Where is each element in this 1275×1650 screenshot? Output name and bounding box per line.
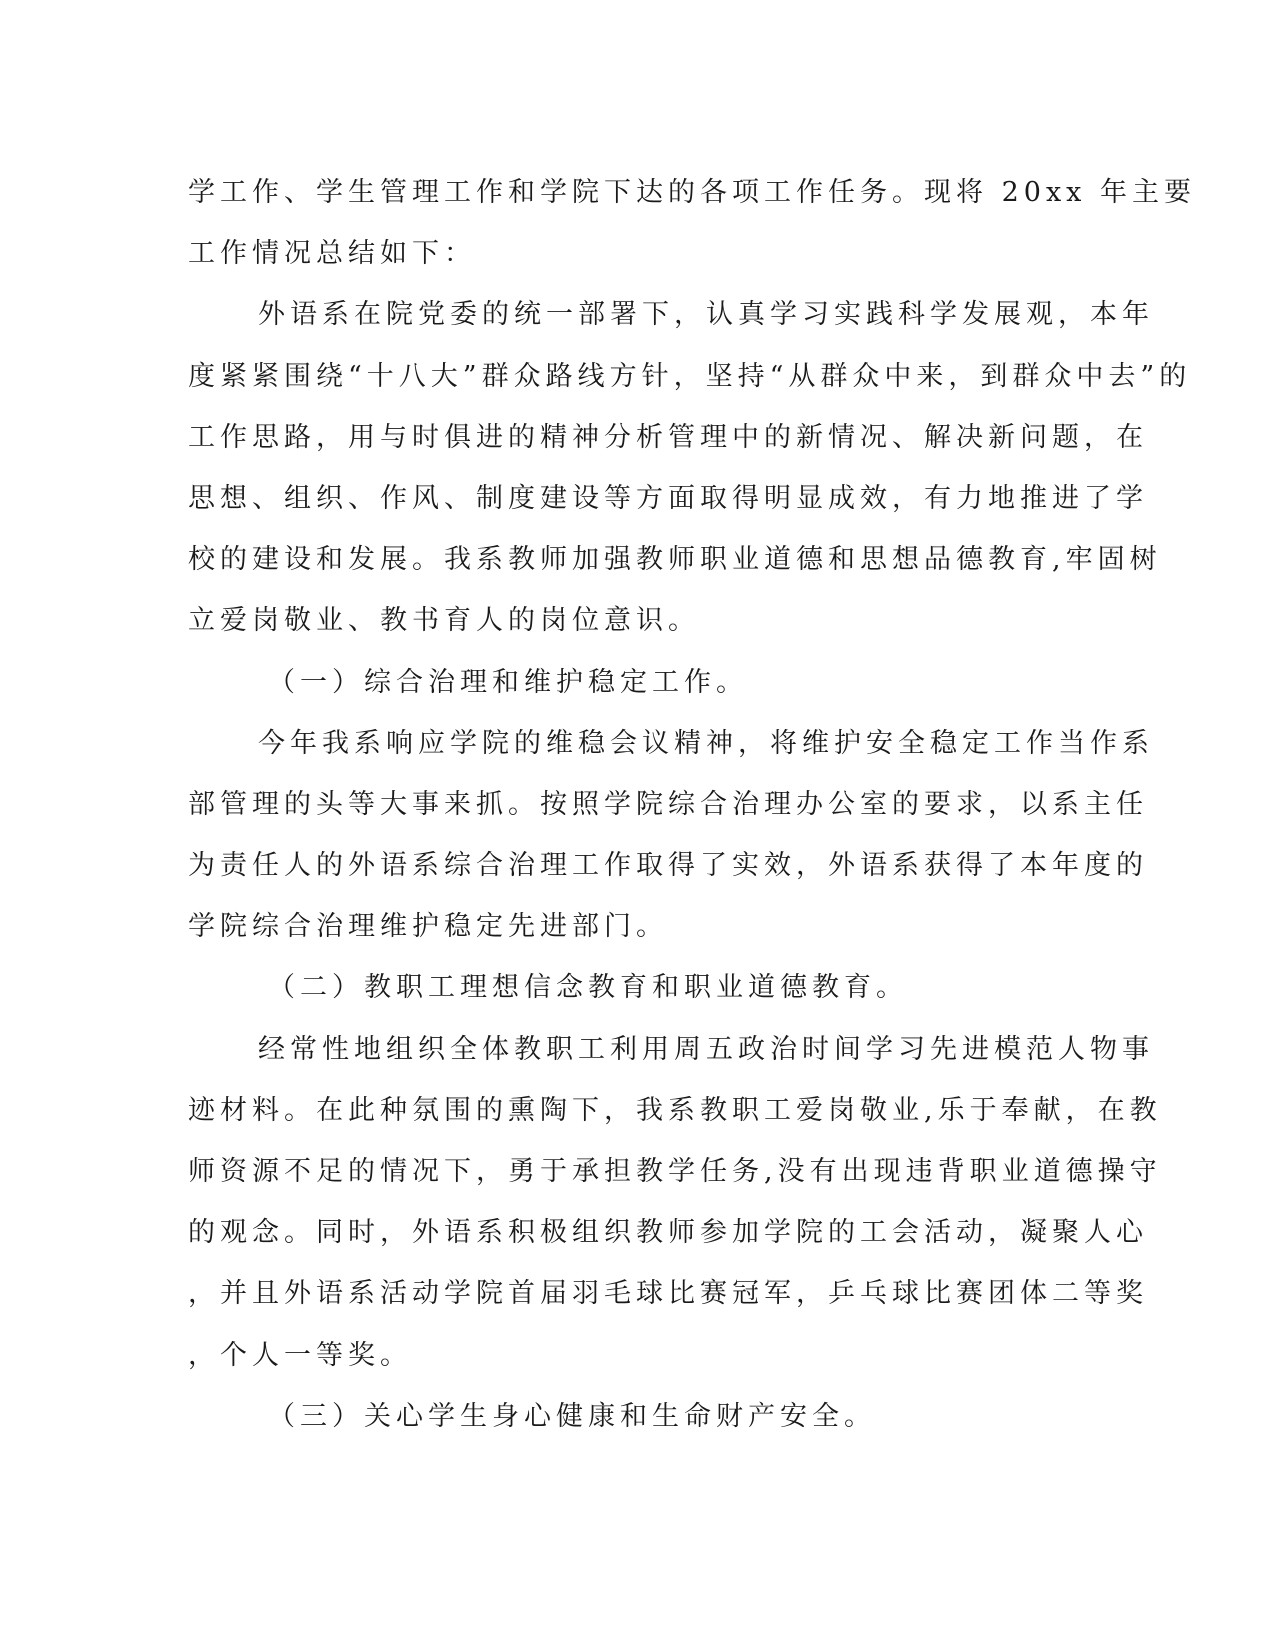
body-line: 迹材料。在此种氛围的熏陶下，我系教职工爱岗敬业,乐于奉献，在教: [188, 1094, 1162, 1126]
body-line: 工作情况总结如下：: [188, 238, 476, 270]
paragraph-first-line: 今年我系响应学院的维稳会议精神，将维护安全稳定工作当作系: [258, 727, 1154, 759]
body-line: 立爱岗敬业、教书育人的岗位意识。: [188, 605, 700, 637]
paragraph-first-line: 经常性地组织全体教职工利用周五政治时间学习先进模范人物事: [258, 1033, 1154, 1065]
paragraph-first-line: 外语系在院党委的统一部署下，认真学习实践科学发展观，本年: [258, 299, 1154, 331]
body-line: 校的建设和发展。我系教师加强教师职业道德和思想品德教育,牢固树: [188, 544, 1162, 576]
body-line: 度紧紧围绕“十八大”群众路线方针，坚持“从群众中来，到群众中去”的: [188, 360, 1192, 392]
body-line: 为责任人的外语系综合治理工作取得了实效，外语系获得了本年度的: [188, 850, 1148, 882]
body-line: 学院综合治理维护稳定先进部门。: [188, 911, 668, 943]
body-line: 师资源不足的情况下，勇于承担教学任务,没有出现违背职业道德操守: [188, 1156, 1162, 1187]
body-line: 工作思路，用与时俱进的精神分析管理中的新情况、解决新问题，在: [188, 421, 1148, 453]
document-body: [188, 162, 1196, 1447]
body-line: ，个人一等奖。: [188, 1339, 412, 1371]
body-line: 部管理的头等大事来抓。按照学院综合治理办公室的要求，以系主任: [188, 788, 1148, 820]
section-heading-1: （一）综合治理和维护稳定工作。: [268, 666, 748, 698]
body-line: ，并且外语系活动学院首届羽毛球比赛冠军，乒乓球比赛团体二等奖: [188, 1278, 1148, 1310]
body-line: 的观念。同时，外语系积极组织教师参加学院的工会活动，凝聚人心: [188, 1217, 1148, 1249]
section-heading-3: （三）关心学生身心健康和生命财产安全。: [268, 1400, 876, 1432]
body-line: 学工作、学生管理工作和学院下达的各项工作任务。现将 20xx 年主要: [188, 177, 1196, 208]
section-heading-2: （二）教职工理想信念教育和职业道德教育。: [268, 972, 908, 1004]
body-line: 思想、组织、作风、制度建设等方面取得明显成效，有力地推进了学: [188, 482, 1148, 514]
